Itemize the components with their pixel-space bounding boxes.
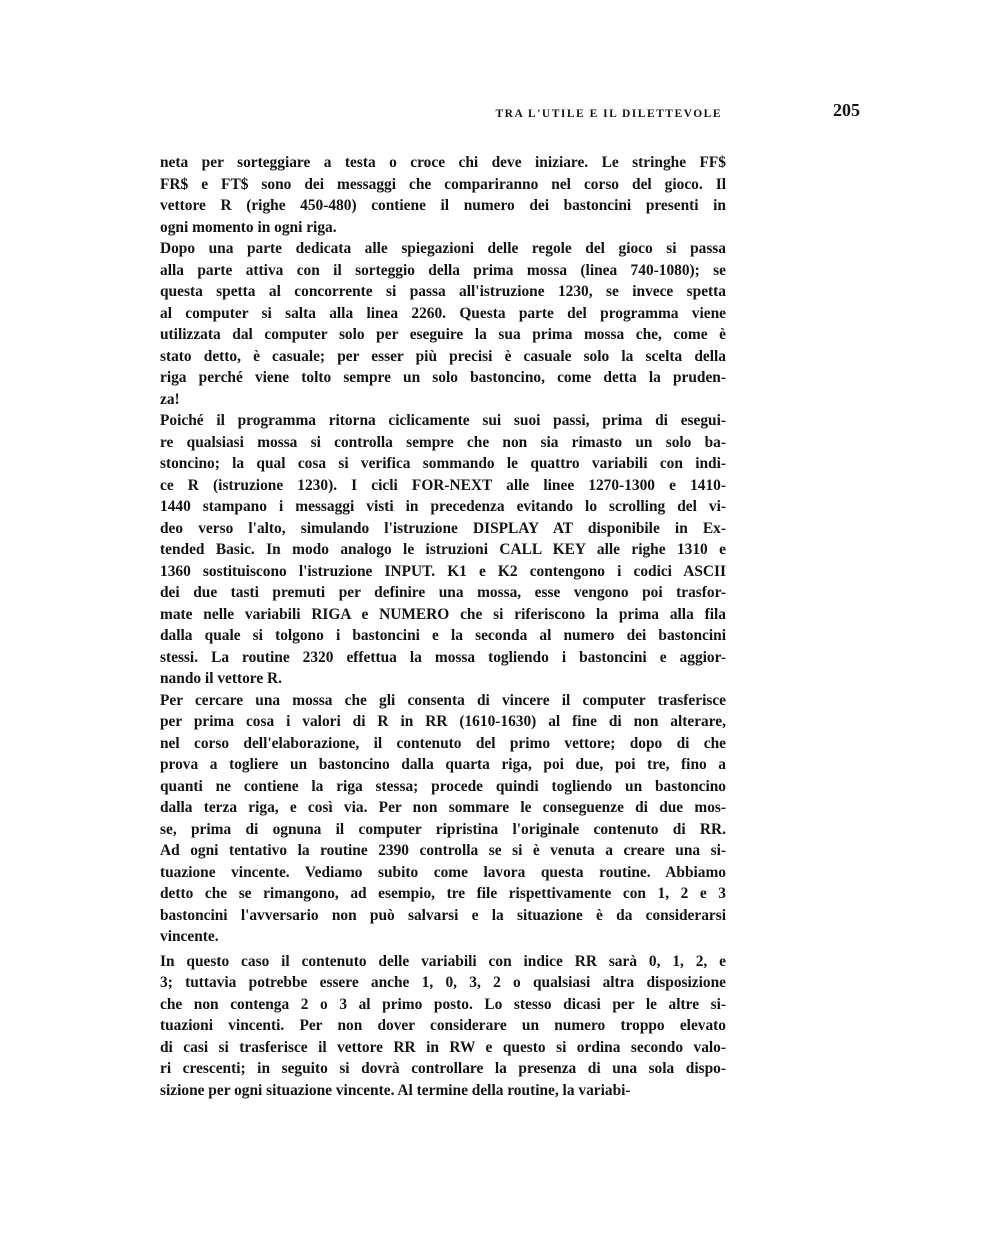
text-line: Per cercare una mossa che gli consenta di vincere il computer trasferisce [160, 691, 726, 709]
text-line: sizione per ogni situazione vincente. Al termine della routine, la variabi- [160, 1081, 631, 1099]
text-line: se, prima di ognuna il computer ripristina l'originale contenuto di RR. [160, 820, 726, 838]
text-line: ogni momento in ogni riga. [160, 218, 337, 236]
text-line: Ad ogni tentativo la routine 2390 controlla se si è venuta a creare una si- [160, 842, 726, 859]
text-line: quanti ne contiene la riga stessa; procede quindi togliendo un bastoncino [160, 777, 726, 795]
text-line: vincente. [160, 928, 219, 945]
text-line: bastoncini l'avversario non può salvarsi e la situazione è da considerarsi [160, 906, 726, 924]
text-line: di casi si trasferisce il vettore RR in RW e questo si ordina secondo valo- [160, 1038, 726, 1056]
text-line: tuazione vincente. Vediamo subito come lavora questa routine. Abbiamo [160, 863, 726, 881]
text-line: riga perché viene tolto sempre un solo bastoncino, come detta la pruden- [160, 369, 726, 386]
text-line: 3; tuttavia potrebbe essere anche 1, 0, 3, 2 o qualsiasi altra disposizione [160, 974, 726, 991]
text-line: ce R (istruzione 1230). I cicli FOR-NEXT alle linee 1270-1300 e 1410- [160, 476, 726, 494]
text-line: ri crescenti; in seguito si dovrà controllare la presenza di una sola dispo- [160, 1060, 726, 1077]
text-line: nel corso dell'elaborazione, il contenuto del primo vettore; dopo di che [160, 734, 726, 752]
text-line: per prima cosa i valori di R in RR (1610-1630) al fine di non alterare, [160, 713, 726, 730]
paragraph [160, 152, 726, 238]
text-line: 1360 sostituiscono l'istruzione INPUT. K1 e K2 contengono i codici ASCII [160, 562, 726, 580]
text-line: In questo caso il contenuto delle variabili con indice RR sarà 0, 1, 2, e [160, 952, 726, 970]
text-line: dalla terza riga, e così via. Per non sommare le conseguenze di due mos- [160, 799, 726, 816]
running-title: TRA L'UTILE E IL DILETTEVOLE [495, 108, 722, 120]
text-line: utilizzata dal computer solo per eseguire la sua prima mossa che, come è [160, 326, 726, 343]
text-line: tuazioni vincenti. Per non dover considerare un numero troppo elevato [160, 1017, 726, 1034]
paragraph [160, 410, 726, 690]
text-line: prova a togliere un bastoncino dalla quarta riga, poi due, poi tre, fino a [160, 756, 726, 773]
text-line: questa spetta al concorrente si passa all'istruzione 1230, se invece spetta [160, 283, 726, 300]
text-line: nando il vettore R. [160, 670, 282, 687]
paragraph [160, 951, 726, 1102]
paragraph [160, 690, 726, 948]
text-line: vettore R (righe 450-480) contiene il numero dei bastoncini presenti in [160, 197, 726, 214]
text-line: Dopo una parte dedicata alle spiegazioni delle regole del gioco si passa [160, 240, 726, 257]
text-line: stessi. La routine 2320 effettua la mossa togliendo i bastoncini e aggior- [160, 648, 726, 666]
text-line: re qualsiasi mossa si controlla sempre che non sia rimasto un solo ba- [160, 433, 726, 451]
page-header [160, 98, 860, 132]
text-line: detto che se rimangono, ad esempio, tre file rispettivamente con 1, 2 e 3 [160, 885, 726, 902]
text-line: al computer si salta alla linea 2260. Questa parte del programma viene [160, 304, 726, 322]
body-text [160, 152, 726, 1101]
text-line: stato detto, è casuale; per esser più precisi è casuale solo la scelta della [160, 347, 726, 365]
text-line: dei due tasti premuti per definire una mossa, esse vengono poi trasfor- [160, 584, 726, 601]
text-line: alla parte attiva con il sorteggio della prima mossa (linea 740-1080); se [160, 261, 726, 279]
page-number: 205 [833, 100, 860, 120]
text-line: tended Basic. In modo analogo le istruzioni CALL KEY alle righe 1310 e [160, 541, 726, 558]
text-line: mate nelle variabili RIGA e NUMERO che si riferiscono la prima alla fila [160, 605, 726, 623]
paragraph [160, 238, 726, 410]
text-line: FR$ e FT$ sono dei messaggi che compariranno nel corso del gioco. Il [160, 175, 726, 193]
text-line: dalla quale si tolgono i bastoncini e la seconda al numero dei bastoncini [160, 627, 726, 644]
text-line: Poiché il programma ritorna ciclicamente sui suoi passi, prima di esegui- [160, 412, 726, 429]
text-line: stoncino; la qual cosa si verifica sommando le quattro variabili con indi- [160, 455, 726, 472]
text-line: deo verso l'alto, simulando l'istruzione DISPLAY AT disponibile in Ex- [160, 519, 726, 537]
text-line: che non contenga 2 o 3 al primo posto. Lo stesso dicasi per le altre si- [160, 995, 726, 1013]
text-line: za! [160, 390, 180, 408]
text-line: 1440 stampano i messaggi visti in precedenza evitando lo scrolling del vi- [160, 498, 726, 515]
text-line: neta per sorteggiare a testa o croce chi deve iniziare. Le stringhe FF$ [160, 154, 726, 171]
